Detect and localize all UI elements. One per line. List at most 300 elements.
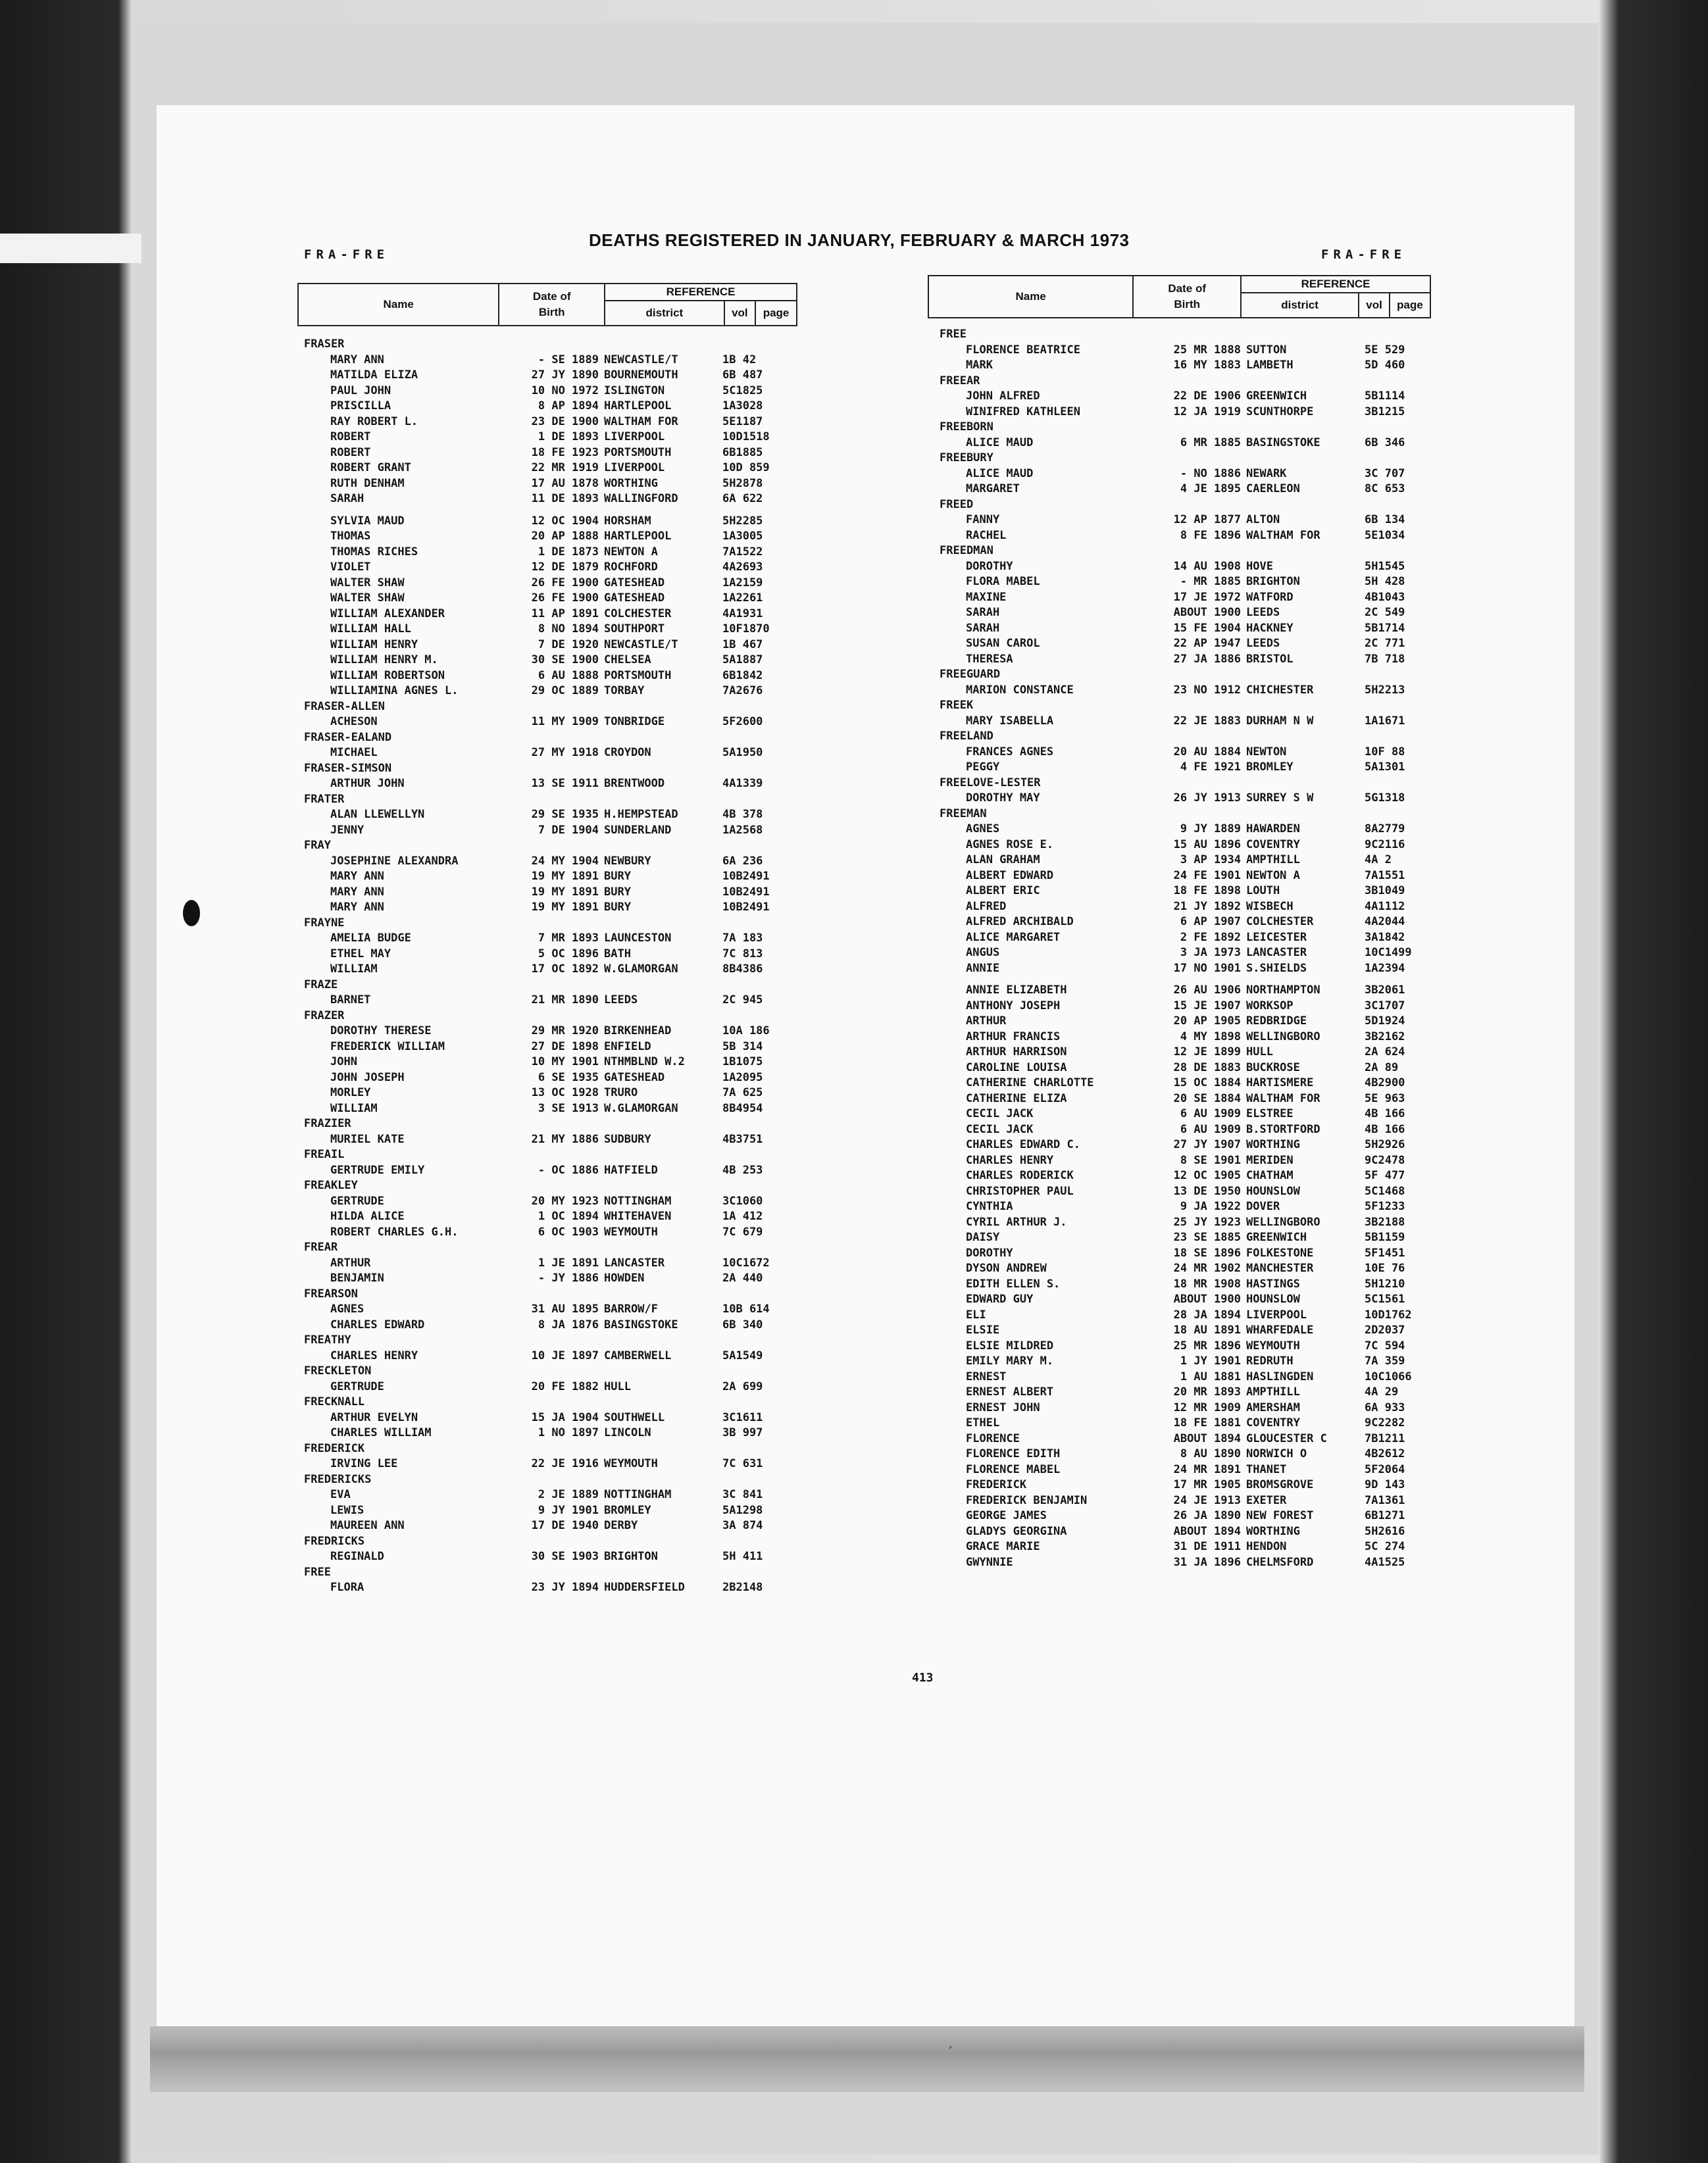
date-of-birth: 28 DE 1883: [1173, 1060, 1241, 1074]
surname: FRECKNALL: [304, 1395, 365, 1408]
district: HORSHAM: [604, 514, 651, 528]
volume-page-reference: 5B1114: [1365, 389, 1405, 403]
register-entry: [304, 1456, 788, 1472]
volume-page-reference: 7C 594: [1365, 1339, 1405, 1353]
date-of-birth: 22 JE 1916: [531, 1457, 599, 1470]
forenames: SARAH: [966, 621, 1000, 635]
district: GATESHEAD: [604, 1070, 665, 1084]
register-entry: [940, 1014, 1430, 1030]
surname: FREEMAN: [940, 807, 987, 820]
date-of-birth: ABOUT 1894: [1173, 1431, 1241, 1445]
date-of-birth: 18 AU 1891: [1173, 1324, 1241, 1337]
forenames: FREDERICK WILLIAM: [330, 1039, 445, 1053]
surname-heading: [304, 1116, 788, 1132]
register-entry: [940, 1060, 1430, 1076]
forenames: FREDERICK BENJAMIN: [966, 1493, 1088, 1507]
district: LIVERPOOL: [1246, 1308, 1307, 1322]
volume-page-reference: 2C 549: [1365, 606, 1405, 619]
volume-page-reference: 10F1870: [722, 622, 770, 635]
forenames: CATHERINE ELIZA: [966, 1091, 1067, 1105]
forenames: ANNIE ELIZABETH: [966, 983, 1067, 997]
surname-heading: [940, 420, 1430, 435]
register-entry: [304, 1070, 788, 1086]
date-of-birth: 1 AU 1881: [1180, 1370, 1241, 1383]
date-of-birth: 8 JA 1876: [538, 1318, 599, 1331]
register-entry: [304, 1055, 788, 1070]
forenames: ELSIE MILDRED: [966, 1339, 1054, 1353]
date-of-birth: 11 AP 1891: [531, 607, 599, 620]
volume-page-reference: 5B1714: [1365, 621, 1405, 635]
date-of-birth: 12 AP 1877: [1173, 513, 1241, 526]
date-of-birth: 29 SE 1935: [531, 808, 599, 821]
volume-page-reference: 8B4954: [722, 1101, 763, 1115]
district: BRISTOL: [1246, 652, 1294, 666]
register-entry: [940, 1431, 1430, 1447]
district: CAERLEON: [1246, 482, 1300, 495]
register-entry: [304, 1225, 788, 1241]
forenames: ALICE MAUD: [966, 435, 1034, 449]
date-of-birth: 26 JA 1890: [1173, 1509, 1241, 1522]
district: BURY: [604, 901, 631, 914]
surname: FREE: [304, 1565, 331, 1579]
district: BRENTWOOD: [604, 777, 665, 790]
forenames: ROBERT CHARLES G.H.: [330, 1225, 459, 1239]
district: LIVERPOOL: [604, 461, 665, 474]
forenames: FLORENCE BEATRICE: [966, 343, 1080, 357]
register-entry: [940, 435, 1430, 451]
register-entry: [940, 945, 1430, 961]
page-title: DEATHS REGISTERED IN JANUARY, FEBRUARY & MARCH 1973: [589, 230, 1130, 250]
forenames: JOHN: [330, 1055, 357, 1068]
index-range-right: FRA-FRE: [1321, 247, 1407, 262]
register-entry: [940, 683, 1430, 699]
date-of-birth: 19 MY 1891: [531, 901, 599, 914]
district: EXETER: [1246, 1493, 1287, 1507]
surname: FRAZE: [304, 978, 338, 991]
forenames: MARY ANN: [330, 870, 384, 883]
date-of-birth: 16 MY 1883: [1173, 359, 1241, 372]
register-entry: [940, 883, 1430, 899]
surname-heading: [304, 1472, 788, 1488]
surname: FREEBURY: [940, 451, 993, 464]
forenames: PRISCILLA: [330, 399, 391, 412]
forenames: ALBERT EDWARD: [966, 868, 1054, 882]
date-of-birth: 10 JE 1897: [531, 1349, 599, 1362]
forenames: MAXINE: [966, 590, 1007, 604]
volume-page-reference: 4A2693: [722, 560, 763, 574]
register-entry: [304, 353, 788, 368]
date-of-birth: 17 JE 1972: [1173, 590, 1241, 604]
register-entry: [940, 1447, 1430, 1462]
forenames: PEGGY: [966, 760, 1000, 774]
register-entry: [304, 591, 788, 607]
register-entry: [940, 1215, 1430, 1231]
register-entry: [304, 1101, 788, 1117]
district: NEWTON: [1246, 745, 1287, 758]
date-of-birth: 23 NO 1912: [1173, 683, 1241, 697]
register-entry: [940, 1168, 1430, 1184]
forenames: ELSIE: [966, 1324, 1000, 1337]
volume-page-reference: 4B 378: [722, 808, 763, 821]
register-entry: [304, 1194, 788, 1210]
volume-page-reference: 10C1499: [1365, 946, 1412, 959]
volume-page-reference: 1A2394: [1365, 961, 1405, 975]
date-of-birth: 26 FE 1900: [531, 576, 599, 589]
district: AMERSHAM: [1246, 1401, 1300, 1414]
date-of-birth: 22 JE 1883: [1173, 714, 1241, 728]
forenames: JOHN JOSEPH: [330, 1070, 405, 1084]
volume-page-reference: 5C1561: [1365, 1293, 1405, 1306]
register-entry: [940, 1478, 1430, 1493]
register-entry: [304, 1163, 788, 1179]
register-entry: [304, 1256, 788, 1272]
district: NOTTINGHAM: [604, 1194, 672, 1208]
forenames: LEWIS: [330, 1503, 364, 1517]
district: GATESHEAD: [604, 591, 665, 605]
volume-page-reference: 4A1112: [1365, 899, 1405, 913]
district: TONBRIDGE: [604, 715, 665, 728]
register-entry: [304, 869, 788, 885]
volume-page-reference: 7A1551: [1365, 868, 1405, 882]
volume-page-reference: 1A2261: [722, 591, 763, 605]
volume-page-reference: 5A1950: [722, 746, 763, 759]
forenames: CHRISTOPHER PAUL: [966, 1184, 1074, 1198]
date-of-birth: 23 JY 1894: [531, 1581, 599, 1594]
district: NEWTON A: [604, 545, 658, 559]
district: CAMBERWELL: [604, 1349, 672, 1362]
date-of-birth: 3 JA 1973: [1180, 946, 1241, 959]
forenames: CYRIL ARTHUR J.: [966, 1215, 1067, 1229]
index-range-left: FRA-FRE: [304, 247, 389, 262]
date-of-birth: 8 AP 1894: [538, 399, 599, 412]
register-entry: [304, 491, 788, 507]
volume-page-reference: 5B1159: [1365, 1231, 1405, 1244]
register-entry: [940, 1122, 1430, 1138]
date-of-birth: 20 AP 1888: [531, 530, 599, 543]
surname-heading: [304, 1147, 788, 1163]
film-mark: ′: [946, 2045, 955, 2061]
volume-page-reference: 5F2600: [722, 715, 763, 728]
district: BUCKROSE: [1246, 1060, 1300, 1074]
forenames: RAY ROBERT L.: [330, 414, 418, 428]
surname: FREEBORN: [940, 420, 993, 434]
frame-tab: [0, 234, 141, 263]
district: CHELMSFORD: [1246, 1555, 1314, 1569]
volume-page-reference: 1B 467: [722, 637, 763, 651]
register-entry: [940, 791, 1430, 807]
forenames: ALICE MAUD: [966, 466, 1034, 480]
district: HARTLEPOOL: [604, 530, 672, 543]
district: LAUNCESTON: [604, 932, 672, 945]
date-of-birth: 24 MY 1904: [531, 854, 599, 868]
date-of-birth: 11 MY 1909: [531, 715, 599, 728]
volume-page-reference: 2D2037: [1365, 1324, 1405, 1337]
volume-page-reference: 2A 89: [1365, 1060, 1399, 1074]
register-entry: [304, 399, 788, 414]
volume-page-reference: 5H2616: [1365, 1524, 1405, 1538]
date-of-birth: 23 SE 1885: [1173, 1231, 1241, 1244]
forenames: CHARLES RODERICK: [966, 1169, 1074, 1182]
forenames: RACHEL: [966, 528, 1007, 542]
volume-page-reference: 1A 412: [722, 1210, 763, 1223]
volume-page-reference: 5H 428: [1365, 575, 1405, 588]
forenames: FLORENCE EDITH: [966, 1447, 1061, 1460]
date-of-birth: 20 AU 1884: [1173, 745, 1241, 758]
register-entry: [304, 1549, 788, 1565]
forenames: MATILDA ELIZA: [330, 368, 418, 382]
register-entry: [940, 1370, 1430, 1385]
name-header: Name: [928, 276, 1133, 318]
district: LANCASTER: [1246, 946, 1307, 959]
column-header-right: [928, 275, 1431, 318]
forenames: GERTRUDE: [330, 1194, 384, 1208]
forenames: ELI: [966, 1308, 986, 1322]
date-of-birth: 20 FE 1882: [531, 1380, 599, 1393]
register-entry: [940, 914, 1430, 930]
date-of-birth: 1 DE 1893: [538, 430, 599, 443]
district: GREENWICH: [1246, 389, 1307, 403]
district: COLCHESTER: [1246, 915, 1314, 928]
date-of-birth: 12 JA 1919: [1173, 405, 1241, 418]
forenames: REGINALD: [330, 1550, 384, 1563]
surname-heading: [304, 792, 788, 808]
district: LANCASTER: [604, 1256, 665, 1270]
register-entry: [304, 1302, 788, 1318]
district: WALLINGFORD: [604, 492, 678, 505]
district: LOUTH: [1246, 884, 1280, 897]
date-of-birth: 25 MR 1896: [1173, 1339, 1241, 1353]
forenames: ARTHUR: [966, 1014, 1007, 1028]
volume-page-reference: 5F1451: [1365, 1246, 1405, 1260]
date-of-birth: 7 DE 1920: [538, 637, 599, 651]
register-entry: [940, 1401, 1430, 1416]
district: HUDDERSFIELD: [604, 1581, 685, 1594]
volume-page-reference: 4B 166: [1365, 1122, 1405, 1136]
register-entry: [304, 668, 788, 684]
district: ISLINGTON: [604, 384, 665, 397]
register-entry: [304, 384, 788, 399]
district: CHICHESTER: [1246, 683, 1314, 697]
district: WHARFEDALE: [1246, 1324, 1314, 1337]
surname-heading: [304, 1287, 788, 1303]
district: SUTTON: [1246, 343, 1287, 357]
date-of-birth: 18 FE 1881: [1173, 1416, 1241, 1430]
volume-page-reference: 3B 997: [722, 1426, 763, 1439]
forenames: ETHEL: [966, 1416, 1000, 1430]
register-entry: [940, 1045, 1430, 1060]
district: BASINGSTOKE: [1246, 435, 1320, 449]
volume-page-reference: 1A3005: [722, 530, 763, 543]
date-of-birth: 8 FE 1896: [1180, 528, 1241, 542]
register-entry: [940, 652, 1430, 668]
district: BRIGHTON: [604, 1550, 658, 1563]
district: GLOUCESTER C: [1246, 1431, 1327, 1445]
register-entry: [940, 1091, 1430, 1107]
volume-page-reference: 7B 718: [1365, 652, 1405, 666]
district-header: district: [1241, 293, 1359, 318]
volume-page-reference: 5C 274: [1365, 1540, 1405, 1553]
date-of-birth: 27 JA 1886: [1173, 652, 1241, 666]
register-entry: [940, 605, 1430, 621]
register-entry: [304, 885, 788, 901]
volume-page-reference: 4A2044: [1365, 915, 1405, 928]
volume-page-reference: 10B2491: [722, 870, 770, 883]
date-of-birth: 4 MY 1898: [1180, 1030, 1241, 1043]
forenames: WILLIAM HALL: [330, 622, 411, 635]
volume-page-reference: 3B2188: [1365, 1215, 1405, 1229]
surname: FREELOVE-LESTER: [940, 776, 1041, 789]
volume-page-reference: 3B2061: [1365, 983, 1405, 997]
date-of-birth: 26 AU 1906: [1173, 983, 1241, 997]
register-entry: [940, 1030, 1430, 1045]
forenames: WILLIAM ALEXANDER: [330, 607, 445, 620]
volume-page-reference: 9C2282: [1365, 1416, 1405, 1430]
surname-heading: [304, 699, 788, 715]
date-of-birth: 4 JE 1895: [1180, 482, 1241, 495]
date-of-birth: 3 AP 1934: [1180, 853, 1241, 866]
volume-page-reference: 6A 236: [722, 854, 763, 868]
district: SUDBURY: [604, 1132, 651, 1146]
date-of-birth: 15 JE 1907: [1173, 999, 1241, 1012]
register-entry: [304, 430, 788, 445]
date-of-birth: ABOUT 1900: [1173, 1293, 1241, 1306]
district: NEWTON A: [1246, 868, 1300, 882]
forenames: AGNES ROSE E.: [966, 837, 1054, 851]
forenames: JOHN ALFRED: [966, 389, 1040, 403]
register-entry: [940, 930, 1430, 946]
district: HULL: [604, 1380, 631, 1393]
district: BATH: [604, 947, 631, 960]
register-entry: [940, 590, 1430, 606]
date-of-birth: 27 JY 1907: [1173, 1138, 1241, 1151]
forenames: CYNTHIA: [966, 1200, 1013, 1213]
register-entry: [304, 714, 788, 730]
forenames: EMILY MARY M.: [966, 1355, 1054, 1368]
volume-page-reference: 9D 143: [1365, 1478, 1405, 1491]
date-of-birth: 23 DE 1900: [531, 414, 599, 428]
surname-heading: [304, 1333, 788, 1349]
forenames: FLORENCE: [966, 1431, 1020, 1445]
forenames: ALBERT ERIC: [966, 884, 1040, 897]
date-of-birth: 27 JY 1890: [531, 368, 599, 382]
register-entry: [940, 466, 1430, 482]
volume-page-reference: 5A1298: [722, 1503, 763, 1517]
date-of-birth: 8 SE 1901: [1180, 1153, 1241, 1167]
volume-page-reference: 6A 933: [1365, 1401, 1405, 1414]
surname-heading: [304, 978, 788, 993]
register-entry: [940, 1184, 1430, 1200]
date-of-birth: 31 JA 1896: [1173, 1555, 1241, 1569]
dob-header-line1: Date of: [1168, 282, 1206, 295]
forenames: EVA: [330, 1488, 351, 1501]
dob-header: [1133, 276, 1241, 318]
register-entry: [940, 714, 1430, 730]
surname: FREDRICKS: [304, 1534, 365, 1548]
date-of-birth: 11 DE 1893: [531, 492, 599, 505]
volume-page-reference: 5H2285: [722, 514, 763, 528]
volume-page-reference: 10A 186: [722, 1024, 770, 1037]
forenames: ALICE MARGARET: [966, 930, 1061, 944]
surname-heading: [940, 776, 1430, 791]
volume-page-reference: 10D1762: [1365, 1308, 1412, 1322]
district: H.HEMPSTEAD: [604, 808, 678, 821]
forenames: CATHERINE CHARLOTTE: [966, 1076, 1094, 1089]
forenames: ETHEL MAY: [330, 947, 391, 960]
volume-page-reference: 8C 653: [1365, 482, 1405, 495]
surname: FREEK: [940, 699, 974, 712]
register-entry: [304, 684, 788, 699]
surname: FRAZIER: [304, 1117, 351, 1130]
date-of-birth: 24 JE 1913: [1173, 1493, 1241, 1507]
date-of-birth: 6 AU 1909: [1180, 1107, 1241, 1120]
district: ELSTREE: [1246, 1107, 1294, 1120]
register-entry: [940, 1354, 1430, 1370]
date-of-birth: 3 SE 1913: [538, 1101, 599, 1115]
forenames: WILLIAM: [330, 962, 378, 976]
volume-page-reference: 1A2095: [722, 1070, 763, 1084]
register-entry: [304, 545, 788, 560]
forenames: MARY ANN: [330, 885, 384, 899]
volume-page-reference: 5A1887: [722, 653, 763, 666]
date-of-birth: 31 DE 1911: [1173, 1540, 1241, 1553]
date-of-birth: 30 SE 1900: [531, 653, 599, 666]
date-of-birth: 26 JY 1913: [1173, 791, 1241, 805]
forenames: WILLIAM HENRY M.: [330, 653, 438, 666]
date-of-birth: 4 FE 1921: [1180, 760, 1241, 774]
register-entry: [940, 1261, 1430, 1277]
volume-page-reference: 3C 707: [1365, 466, 1405, 480]
register-entry: [940, 1199, 1430, 1215]
district: WORTHING: [1246, 1138, 1300, 1151]
district: HULL: [1246, 1045, 1273, 1058]
register-entry: [304, 931, 788, 947]
forenames: JENNY: [330, 823, 364, 837]
district: COVENTRY: [1246, 837, 1300, 851]
district: LEICESTER: [1246, 930, 1307, 944]
forenames: ACHESON: [330, 715, 378, 728]
volume-page-reference: 3C1611: [722, 1410, 763, 1424]
register-entry: [940, 1555, 1430, 1571]
forenames: FRANCES AGNES: [966, 745, 1054, 758]
forenames: BARNET: [330, 993, 371, 1007]
district: BARROW/F: [604, 1303, 658, 1316]
date-of-birth: 31 AU 1895: [531, 1303, 599, 1316]
district: REDRUTH: [1246, 1355, 1294, 1368]
surname-heading: [304, 761, 788, 777]
volume-page-reference: 10B2491: [722, 901, 770, 914]
district: NEWCASTLE/T: [604, 353, 678, 366]
volume-page-reference: 2A 624: [1365, 1045, 1405, 1058]
date-of-birth: 9 JY 1889: [1180, 822, 1241, 835]
date-of-birth: 14 AU 1908: [1173, 559, 1241, 573]
date-of-birth: 15 AU 1896: [1173, 837, 1241, 851]
forenames: ANTHONY JOSEPH: [966, 999, 1061, 1012]
forenames: MURIEL KATE: [330, 1132, 405, 1146]
date-of-birth: 12 OC 1904: [531, 514, 599, 528]
surname: FRASER: [304, 337, 345, 351]
volume-page-reference: 6B 487: [722, 368, 763, 382]
forenames: GRACE MARIE: [966, 1540, 1040, 1553]
date-of-birth: 20 SE 1884: [1173, 1091, 1241, 1105]
surname: FREEGUARD: [940, 668, 1001, 681]
surname: FRECKLETON: [304, 1364, 372, 1378]
forenames: CHARLES HENRY: [330, 1349, 418, 1362]
district: AMPTHILL: [1246, 853, 1300, 866]
date-of-birth: 1 JE 1891: [538, 1256, 599, 1270]
volume-page-reference: 9C2116: [1365, 837, 1405, 851]
volume-page-reference: 3C1060: [722, 1194, 763, 1208]
date-of-birth: 6 MR 1885: [1180, 435, 1241, 449]
